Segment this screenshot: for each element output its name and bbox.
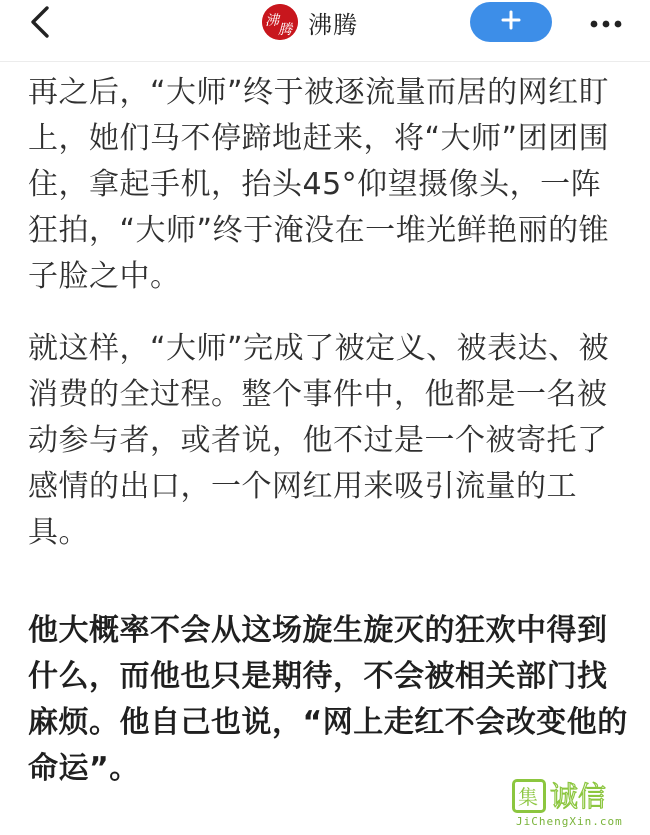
more-options-button[interactable] <box>584 4 628 40</box>
article-paragraph-bold: 他大概率不会从这场旋生旋灭的狂欢中得到什么，而他也只是期待，不会被相关部门找麻烦。他自己也说，“网上走红不会改变他的命运”。 <box>28 613 628 786</box>
svg-text:集: 集 <box>518 785 538 809</box>
plus-icon <box>501 10 521 34</box>
svg-text:腾: 腾 <box>278 22 292 38</box>
top-navigation-bar <box>0 0 650 62</box>
article-paragraph: 再之后，“大师”终于被逐流量而居的网红盯上，她们马不停蹄地赶来，将“大师”团团围住，拿起手机，抬头45°仰望摄像头，一阵狂拍，“大师”终于淹没在一堆光鲜艳丽的锥子脸之中。 <box>28 75 610 294</box>
svg-text:诚信: 诚信 <box>550 780 607 813</box>
article-paragraph: 就这样，“大师”完成了被定义、被表达、被消费的全过程。整个事件中，他都是一名被动参与者，或者说，他不过是一个被寄托了感情的出口，一个网红用来吸引流量的工具。 <box>28 331 610 550</box>
follow-add-button[interactable] <box>470 2 552 42</box>
watermark-logo-icon <box>512 779 546 813</box>
watermark-characters <box>550 779 636 813</box>
chevron-left-icon <box>29 5 51 43</box>
svg-text:沸: 沸 <box>265 13 279 29</box>
back-button[interactable] <box>20 4 60 44</box>
channel-brand[interactable] <box>262 2 358 42</box>
brand-logo <box>262 4 298 40</box>
more-dots-icon <box>590 13 622 32</box>
navbar-divider <box>0 61 650 62</box>
site-watermark <box>512 779 642 829</box>
watermark-url: JiChengXin.com <box>516 815 623 828</box>
brand-name: 沸腾 <box>308 10 358 39</box>
